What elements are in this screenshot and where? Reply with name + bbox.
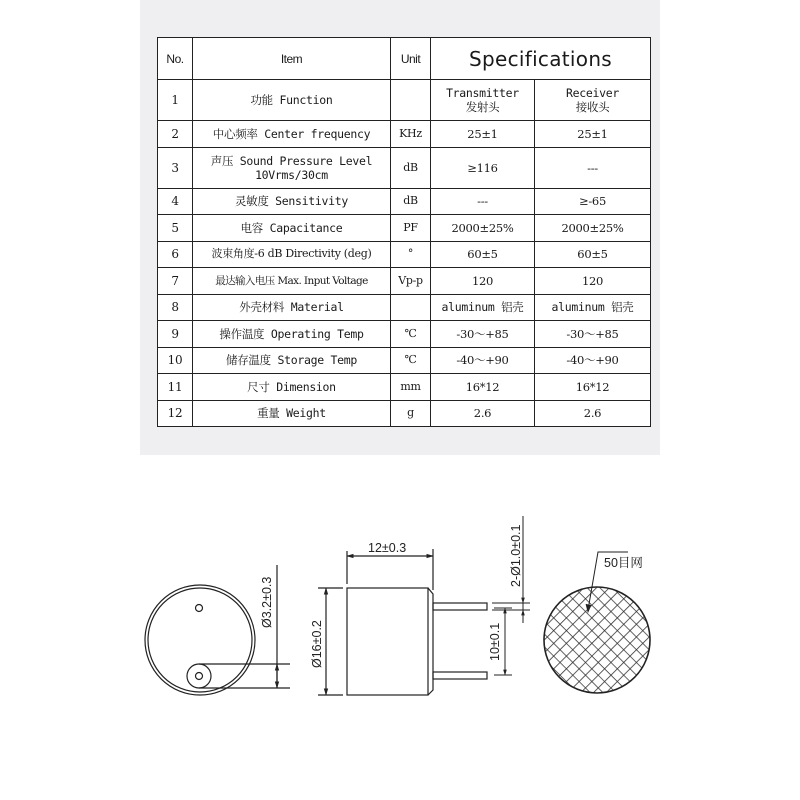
table-row [158,294,651,321]
side-view [318,549,487,695]
row-item-line2: 10Vrms/30cm [255,167,328,182]
header-specifications: Specifications [431,38,651,80]
row-no: 2 [158,121,193,148]
row-no: 12 [158,400,193,427]
dimension-drawing [0,480,800,740]
row-transmitter: -40～+90 [431,347,535,374]
row-transmitter: aluminum 铝壳 [431,294,535,321]
row-transmitter: 25±1 [431,121,535,148]
row-unit: Vp-p [391,268,431,295]
row-receiver: aluminum 铝壳 [535,294,651,321]
row-receiver: -30～+85 [535,321,651,348]
row-no: 10 [158,347,193,374]
row-transmitter [431,80,535,121]
row-receiver: 2000±25% [535,215,651,242]
table-row [158,121,651,148]
length-label: 12±0.3 [368,541,407,555]
row-no: 5 [158,215,193,242]
row-item: 最达输入电压 Max. Input Voltage [193,268,391,295]
row-unit: mm [391,374,431,401]
row-unit: ° [391,241,431,268]
row-transmitter: 2000±25% [431,215,535,242]
row-no: 3 [158,147,193,188]
table-row [158,268,651,295]
row-item-line1: 声压 Sound Pressure Level [210,153,373,168]
row-receiver: 60±5 [535,241,651,268]
row-no: 4 [158,188,193,215]
row-no: 11 [158,374,193,401]
row-item: 灵敏度 Sensitivity [193,188,391,215]
receiver-label-cn: 接收头 [575,100,610,114]
table-row [158,80,651,121]
table-row [158,321,651,348]
table-row [158,188,651,215]
row-unit: dB [391,188,431,215]
row-no: 6 [158,241,193,268]
header-no: No. [158,38,193,80]
row-item: 电容 Capacitance [193,215,391,242]
row-item: 储存温度 Storage Temp [193,347,391,374]
row-receiver: ≥-65 [535,188,651,215]
row-unit: ℃ [391,347,431,374]
receiver-label-en: Receiver [566,86,619,100]
row-item: 外壳材料 Material [193,294,391,321]
header-item: Item [193,38,391,80]
row-item: 尺寸 Dimension [193,374,391,401]
table-row [158,374,651,401]
row-receiver: 25±1 [535,121,651,148]
row-transmitter: ≥116 [431,147,535,188]
row-unit: ℃ [391,321,431,348]
row-unit [391,80,431,121]
row-transmitter: 60±5 [431,241,535,268]
transmitter-label-en: Transmitter [446,86,519,100]
table-row [158,241,651,268]
row-unit: g [391,400,431,427]
table-row [158,400,651,427]
row-item: 重量 Weight [193,400,391,427]
row-item: 操作温度 Operating Temp [193,321,391,348]
row-unit: KHz [391,121,431,148]
table-row [158,347,651,374]
row-receiver [535,80,651,121]
diameter-label: Ø16±0.2 [310,620,324,668]
row-no: 9 [158,321,193,348]
row-item: 中心频率 Center frequency [193,121,391,148]
back-view-mesh [544,552,650,693]
row-receiver: 120 [535,268,651,295]
row-receiver: 16*12 [535,374,651,401]
header-unit: Unit [391,38,431,80]
table-header-row [158,38,651,80]
row-unit: dB [391,147,431,188]
table-row [158,215,651,242]
mesh-label: 50目网 [604,556,643,570]
specification-table [157,37,651,427]
row-item [193,147,391,188]
row-unit [391,294,431,321]
row-no: 1 [158,80,193,121]
pin-spacing-label: 10±0.1 [488,622,502,661]
row-unit: PF [391,215,431,242]
row-item: 功能 Function [193,80,391,121]
row-transmitter: --- [431,188,535,215]
row-transmitter: 2.6 [431,400,535,427]
row-transmitter: 120 [431,268,535,295]
transmitter-label-cn: 发射头 [465,100,500,114]
row-item: 波束角度-6 dB Directivity (deg) [193,241,391,268]
row-transmitter: 16*12 [431,374,535,401]
row-receiver: -40～+90 [535,347,651,374]
row-transmitter: -30～+85 [431,321,535,348]
row-receiver: 2.6 [535,400,651,427]
row-no: 7 [158,268,193,295]
row-receiver: --- [535,147,651,188]
pin-offset-label: Ø3.2±0.3 [260,576,274,628]
row-no: 8 [158,294,193,321]
pin-diameter-label: 2-Ø1.0±0.1 [509,524,523,587]
table-row [158,147,651,188]
